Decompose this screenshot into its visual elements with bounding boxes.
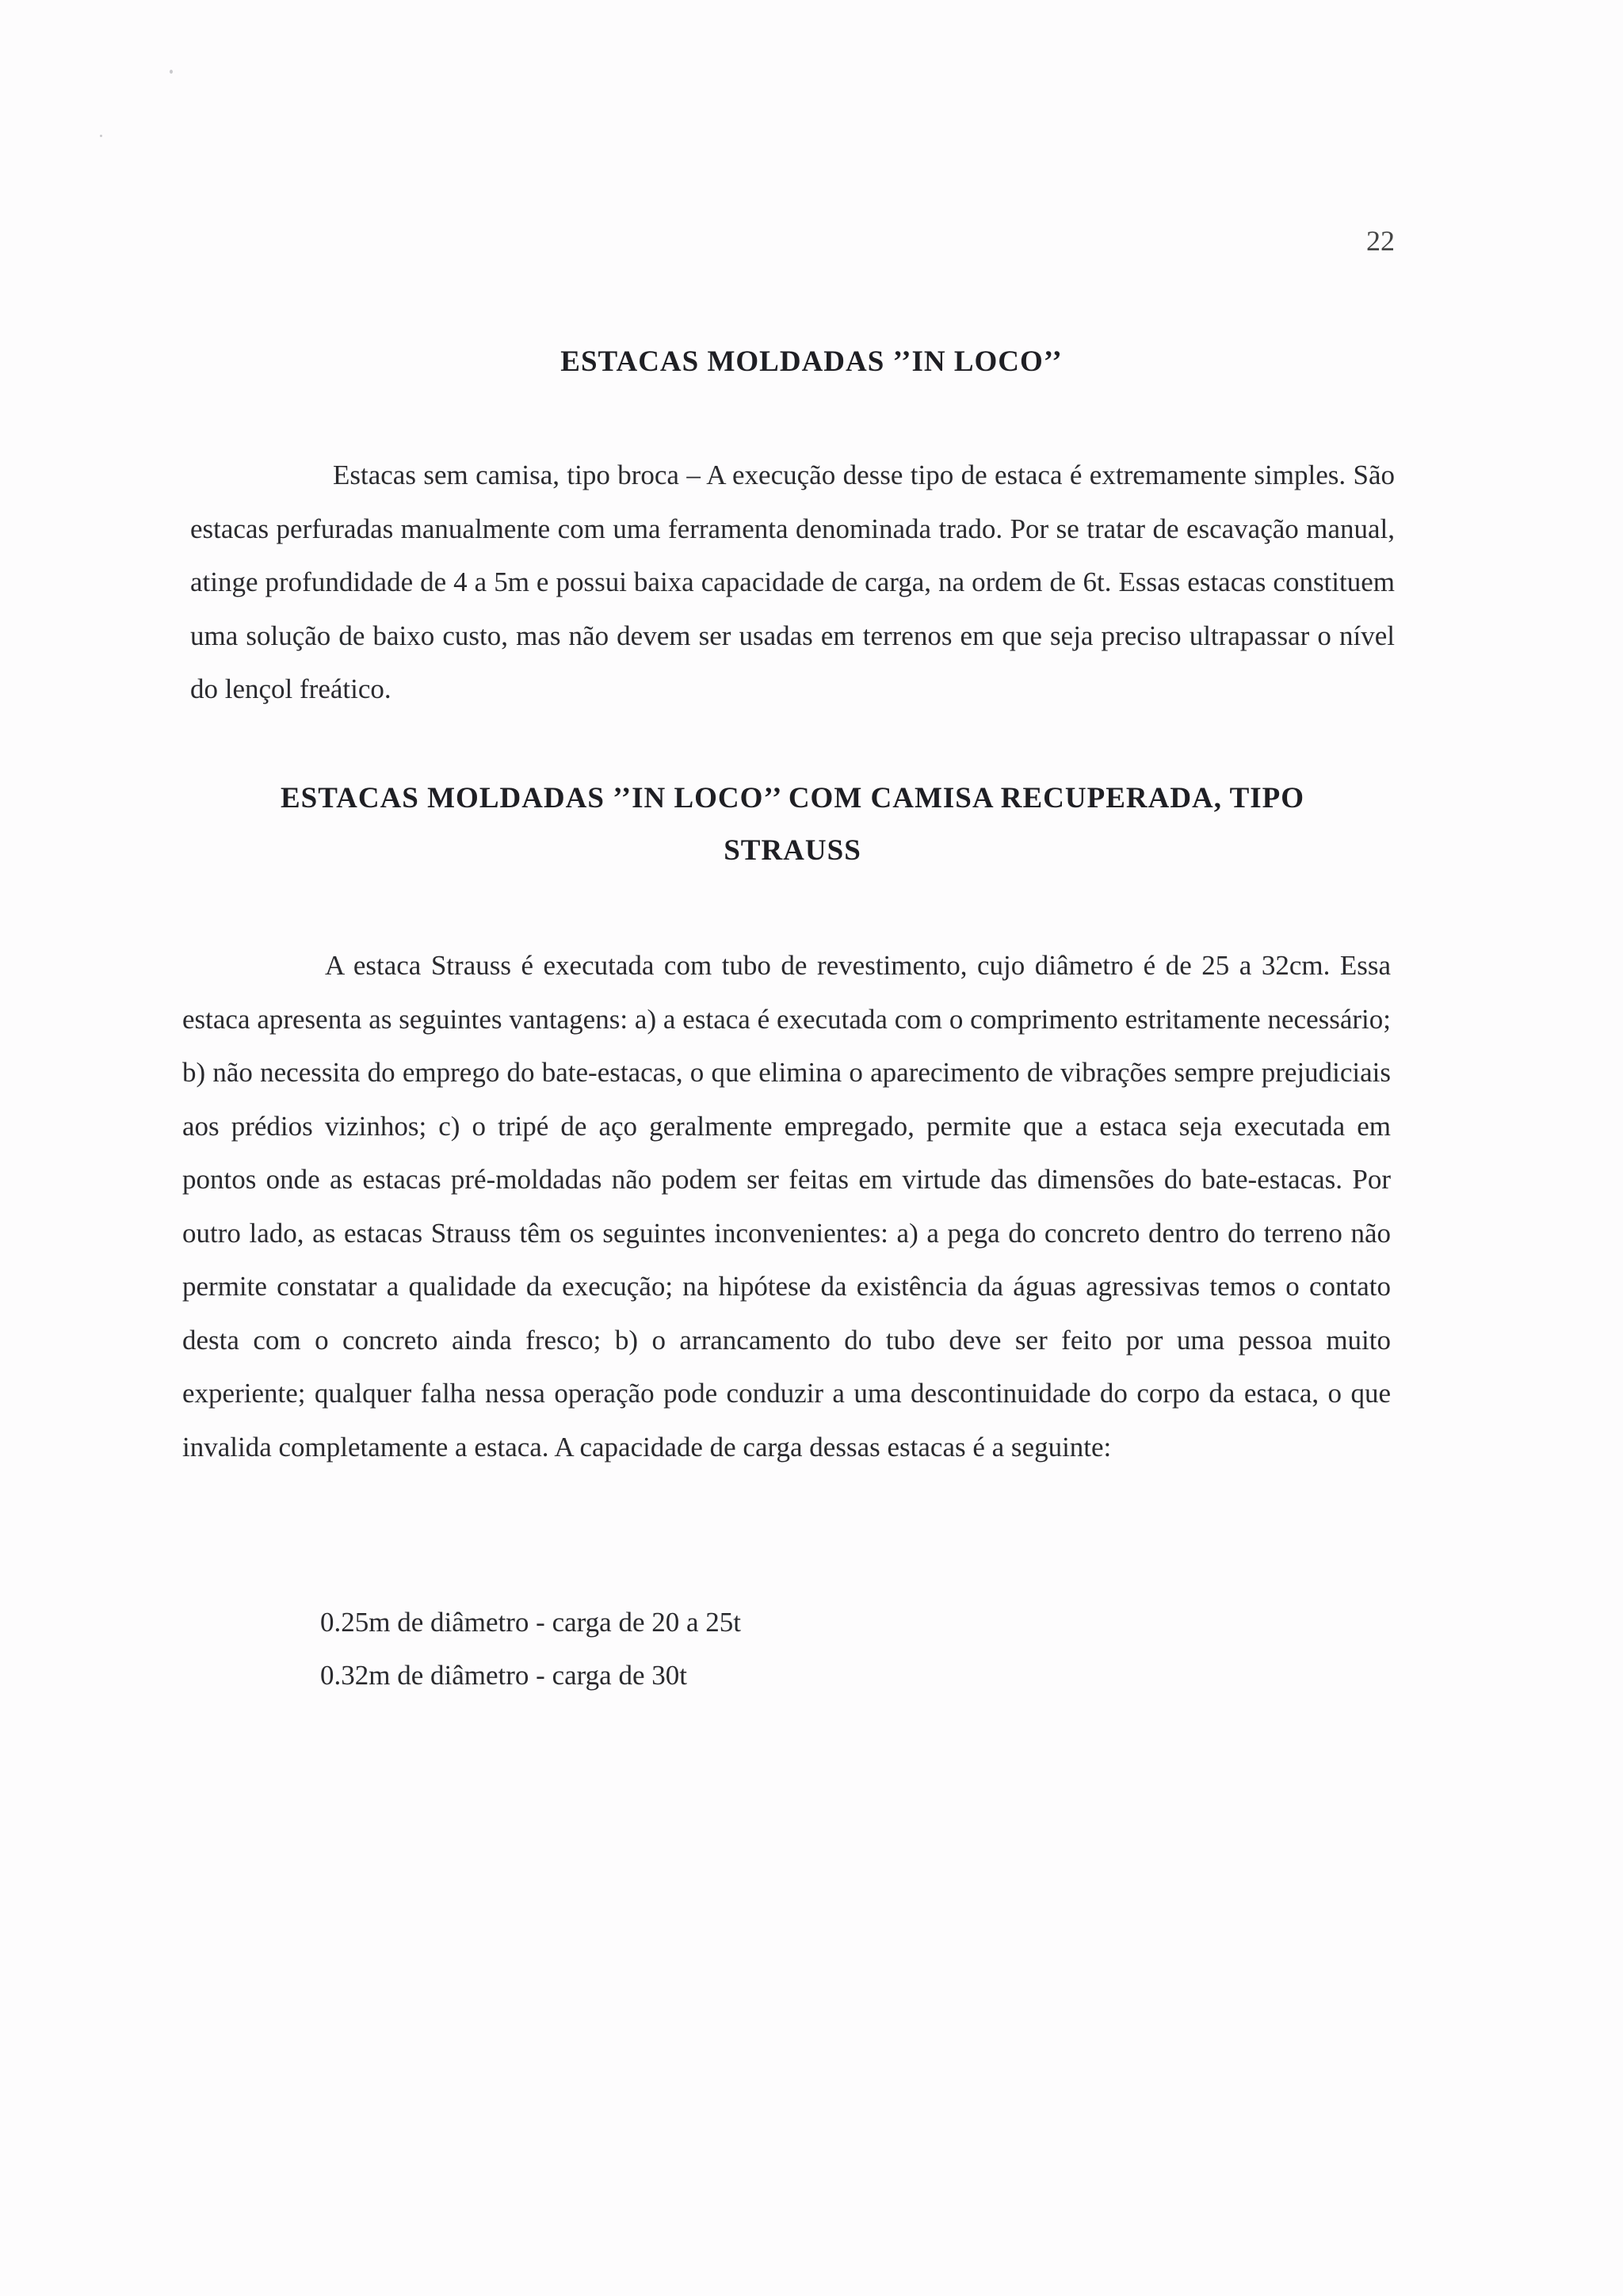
page-number: 22 (1366, 225, 1395, 257)
paragraph-estacas-broca: Estacas sem camisa, tipo broca – A execução desse tipo de estaca é extremamente simples. São estacas perfuradas manualmente com uma ferramenta denominada trado. Por se tratar de escavação manual, atinge profundidade de 4 a 5m e possui baixa capacidade de carga, na ordem de 6t. Essas estacas constituem uma solução de baixo custo, mas não devem ser usadas em terrenos em que seja preciso ultrapassar o nível do lençol freático. (190, 460, 1395, 704)
capacity-separator: - (529, 1607, 552, 1638)
capacity-load: carga de 20 a 25t (552, 1607, 741, 1638)
paragraph-estaca-strauss: A estaca Strauss é executada com tubo de revestimento, cujo diâmetro é de 25 a 32cm. Essa estaca apresenta as seguintes vantagens: a) a estaca é executada com o comprimento estritamente necessário; b) não necessita do emprego do bate-estacas, o que elimina o aparecimento de vibrações sempre prejudiciais aos prédios vizinhos; c) o tripé de aço geralmente empregado, permite que a estaca seja executada em pontos onde as estacas pré-moldadas não podem ser feitas em virtude das dimensões do bate-estacas. Por outro lado, as estacas Strauss têm os seguintes inconvenientes: a) a pega do concreto dentro do terreno não permite constatar a qualidade da execução; na hipótese da existência da águas agressivas temos o contato desta com o concreto ainda fresco; b) o arrancamento do tubo deve ser feito por uma pessoa muito experiente; qualquer falha nessa operação pode conduzir a uma descontinuidade do corpo da estaca, o que invalida completamente a estaca. A capacidade de carga dessas estacas é a seguinte: (182, 950, 1391, 1463)
capacity-load: carga de 30t (552, 1660, 687, 1691)
capacity-item (320, 1596, 741, 1649)
scan-speck (170, 70, 173, 74)
capacity-diameter: 0.32m de diâmetro (320, 1660, 529, 1691)
section-heading-estacas-moldadas: ESTACAS MOLDADAS ’’IN LOCO’’ (560, 345, 1063, 378)
capacity-list (320, 1596, 741, 1702)
capacity-diameter: 0.25m de diâmetro (320, 1607, 529, 1638)
capacity-separator: - (529, 1660, 552, 1691)
capacity-item (320, 1649, 741, 1702)
section-heading-estacas-strauss: ESTACAS MOLDADAS ’’IN LOCO’’ COM CAMISA RECUPERADA, TIPO STRAUSS (280, 782, 1305, 867)
scan-speck (100, 135, 102, 137)
